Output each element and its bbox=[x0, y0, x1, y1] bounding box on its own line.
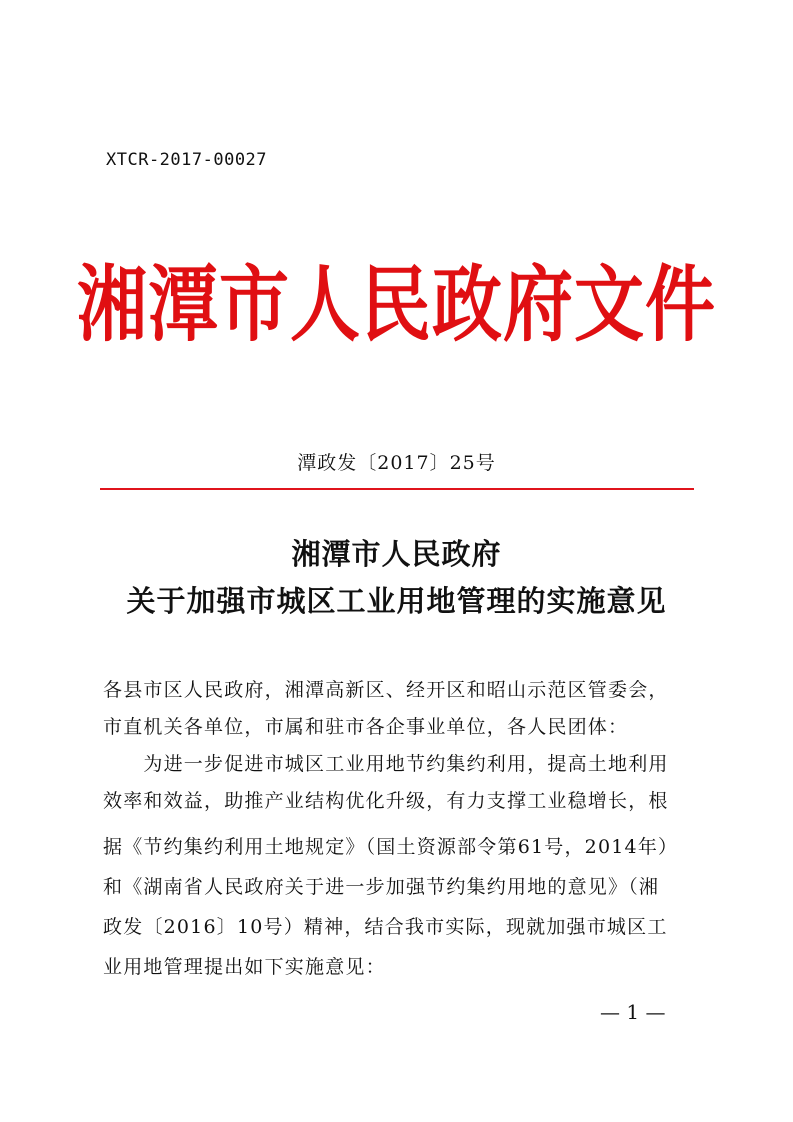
document-title-line-1: 湘潭市人民政府 bbox=[291, 537, 502, 571]
body-line-4: 效率和效益，助推产业结构优化升级，有力支撑工业稳增长，根 bbox=[103, 790, 669, 812]
body-line-1: 各县市区人民政府，湘潭高新区、经开区和昭山示范区管委会， bbox=[103, 679, 669, 701]
body-line-8: 业用地管理提出如下实施意见： bbox=[103, 956, 386, 978]
document-title-line-2: 关于加强市城区工业用地管理的实施意见 bbox=[126, 584, 667, 618]
body-line-5: 据《节约集约利用土地规定》（国土资源部令第61号，2014年） bbox=[103, 836, 679, 858]
page-number: — 1 — bbox=[600, 1000, 666, 1024]
document-code: XTCR-2017-00027 bbox=[106, 150, 268, 170]
red-divider-line bbox=[100, 488, 694, 490]
red-letterhead: 湘潭市人民政府文件 bbox=[77, 255, 716, 354]
body-line-3: 为进一步促进市城区工业用地节约集约利用，提高土地利用 bbox=[103, 753, 669, 775]
body-line-6: 和《湖南省人民政府关于进一步加强节约集约用地的意见》（湘 bbox=[103, 876, 660, 898]
body-line-7: 政发〔2016〕10号）精神，结合我市实际，现就加强市城区工 bbox=[103, 916, 668, 938]
document-number: 潭政发〔2017〕25号 bbox=[297, 452, 496, 474]
body-line-2: 市直机关各单位，市属和驻市各企事业单位，各人民团体： bbox=[103, 716, 629, 738]
